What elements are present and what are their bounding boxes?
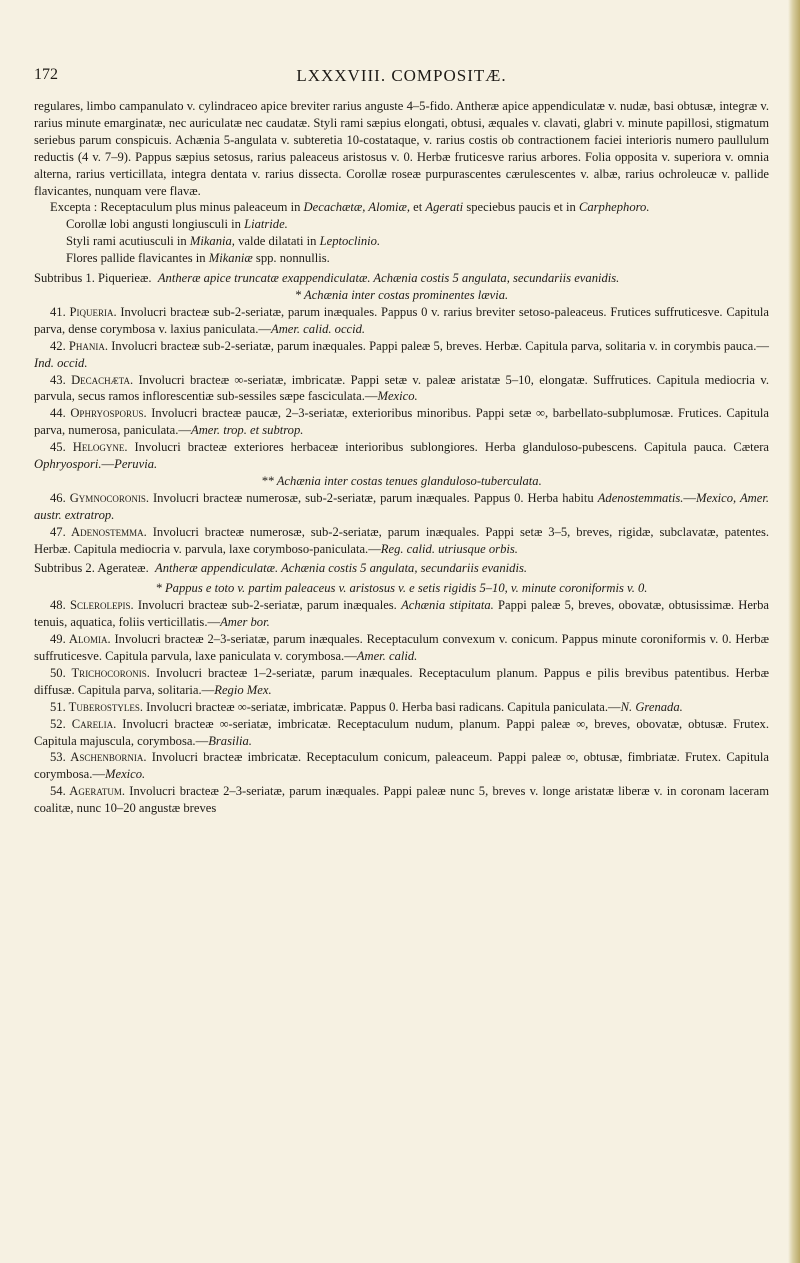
page-edge — [788, 0, 800, 1263]
running-header — [34, 66, 769, 92]
subtribus-1-heading: Subtribus 1. Piquerieæ. Antheræ apice truncatæ exappendiculatæ. Achænia costis 5 angulata, secundariis evanidis. — [34, 271, 620, 286]
exception-styli: Styli rami acutiusculi in Mikania, valde dilatati in Leptoclinio. — [66, 234, 381, 249]
subtribus-2-heading: Subtribus 2. Agerateæ. Antheræ appendiculatæ. Achænia costis 5 angulata, secundariis evanidis. — [34, 561, 527, 576]
section-heading-1: * Achænia inter costas prominentes lævia. — [294, 287, 509, 302]
text-body — [34, 98, 769, 817]
genus-entry-52: 52. Carelia. Involucri bracteæ ∞-seriatæ, imbricatæ. Receptaculum nudum, planum. Pappi paleæ ∞, breves, obovatæ, obtusæ. Frutex. Capitula majuscula, corymbosa.—Brasilia. — [34, 716, 769, 748]
genus-entry-47: 47. Adenostemma. Involucri bracteæ numerosæ, sub-2-seriatæ, parum inæquales. Pappi setæ 3–5, breves, rigidæ, subclavatæ, patentes. Herbæ. Capitula mediocria v. parvula, laxe corymboso-paniculata.—Reg. calid. utriusque orbis. — [34, 524, 769, 556]
genus-entry-48: 48. Sclerolepis. Involucri bracteæ sub-2-seriatæ, parum inæquales. Achænia stipitata. Pappi paleæ 5, breves, obovatæ, obtusissimæ. Herba tenuis, aquatica, foliis verticillatis.—Amer bor. — [34, 598, 770, 630]
excepta-line: Excepta : Receptaculum plus minus paleaceum in Decachætæ, Alomiæ, et Agerati speciebus paucis et in Carphephoro. — [50, 200, 650, 215]
genus-entry-42: 42. Phania. Involucri bracteæ sub-2-seriatæ, parum inæquales. Pappi paleæ 5, breves. Herbæ. Capitula parva, solitaria v. in corymbis pauca.—Ind. occid. — [34, 338, 769, 370]
genus-entry-50: 50. Trichocoronis. Involucri bracteæ 1–2-seriatæ, parum inæquales. Receptaculum planum. Pappus e pilis brevibus patentibus. Herbæ diffusæ. Capitula parva, solitaria.—Regio Mex. — [34, 665, 770, 697]
genus-entry-51: 51. Tuberostyles. Involucri bracteæ ∞-seriatæ, imbricatæ. Pappus 0. Herba basi radicans. Capitula paniculata.—N. Grenada. — [50, 699, 683, 714]
genus-entry-49: 49. Alomia. Involucri bracteæ 2–3-seriatæ, parum inæquales. Receptaculum convexum v. conicum. Pappus minute coroniformis v. 0. Herbæ suffruticesve. Capitula parvula, laxe paniculata v. corymbosa.—Amer. calid. — [34, 632, 769, 663]
intro-paragraph: regulares, limbo campanulato v. cylindraceo apice breviter rarius anguste 4–5-fido. Antheræ apice appendiculatæ v. nudæ, basi obtusæ, integræ v. rarius minute emarginatæ, nec auriculatæ nec caudatæ. Styli rami sæpius elongati, obtusi, æquales v. clavati, glabri v. minute papillosi, stigmatum seriebus parum conspicuis. Achænia 5-angulata v. subteretia 10-costataque, v. rarius costis ob contractionem faciei interioris numero paullulum reductis (4 v. 7–9). Pappus sæpius setosus, rarius paleaceus aristosus v. 0. Herbæ fruticesve rarius arbores. Folia opposita v. superiora v. omnia alterna, rarius verticillata, integra dentata v. rarius dissecta. Corollæ roseæ purpurascentes cærulescentes v. albæ, rarius ochroleucæ v. pallide flavicantes, nunquam vere flavæ. — [34, 99, 769, 198]
genus-entry-46: 46. Gymnocoronis. Involucri bracteæ numerosæ, sub-2-seriatæ, parum inæquales. Pappus 0. Herba habitu Adenostemmatis.—Mexico, Amer. austr. extratrop. — [34, 490, 769, 522]
genus-entry-44: 44. Ophryosporus. Involucri bracteæ paucæ, 2–3-seriatæ, exterioribus minoribus. Pappi setæ ∞, barbellato-subplumosæ. Frutices. Capitula parva, numerosa, paniculata.—Amer. trop. et subtrop. — [34, 406, 769, 438]
exception-flores: Flores pallide flavicantes in Mikaniæ spp. nonnullis. — [66, 251, 330, 266]
genus-entry-54: 54. Ageratum. Involucri bracteæ 2–3-seriatæ, parum inæquales. Pappi paleæ nunc 5, breves v. longe aristatæ liberæ v. in coronam laceram coalitæ, nunc 10–20 angustæ breves — [34, 784, 769, 816]
genus-entry-45: 45. Helogyne. Involucri bracteæ exteriores herbaceæ interioribus sublongiores. Herba glanduloso-pubescens. Capitula pauca. Cætera Ophryospori.—Peruvia. — [34, 440, 769, 472]
exception-corolla: Corollæ lobi angusti longiusculi in Liatride. — [66, 217, 288, 232]
page-number: 172 — [34, 66, 58, 83]
genus-entry-43: 43. Decachæta. Involucri bracteæ ∞-seriatæ, imbricatæ. Pappi setæ v. paleæ aristatæ 5–10, elongatæ. Suffrutices. Capitula mediocria v. parvula, secus ramos inflorescentiæ sub-sessiles sæpe fasciculata.—Mexico. — [34, 372, 769, 404]
genus-entry-41: 41. Piqueria. Involucri bracteæ sub-2-seriatæ, parum inæquales. Pappus 0 v. rarius breviter setoso-paleaceus. Frutices suffruticesve. Capitula parva, dense corymbosa v. laxius paniculata.—Amer. calid. occid. — [34, 304, 769, 336]
genus-entry-53: 53. Aschenbornia. Involucri bracteæ imbricatæ. Receptaculum conicum, paleaceum. Pappi paleæ ∞, obtusæ, fimbriatæ. Frutex. Capitula corymbosa.—Mexico. — [34, 750, 769, 782]
running-title: LXXXVIII. COMPOSITÆ. — [296, 66, 507, 85]
section-heading-3: * Pappus e toto v. partim paleaceus v. aristosus v. e setis rigidis 5–10, v. minute coroniformis v. 0. — [155, 581, 648, 596]
section-heading-2: ** Achænia inter costas tenues glanduloso-tuberculata. — [261, 473, 542, 488]
